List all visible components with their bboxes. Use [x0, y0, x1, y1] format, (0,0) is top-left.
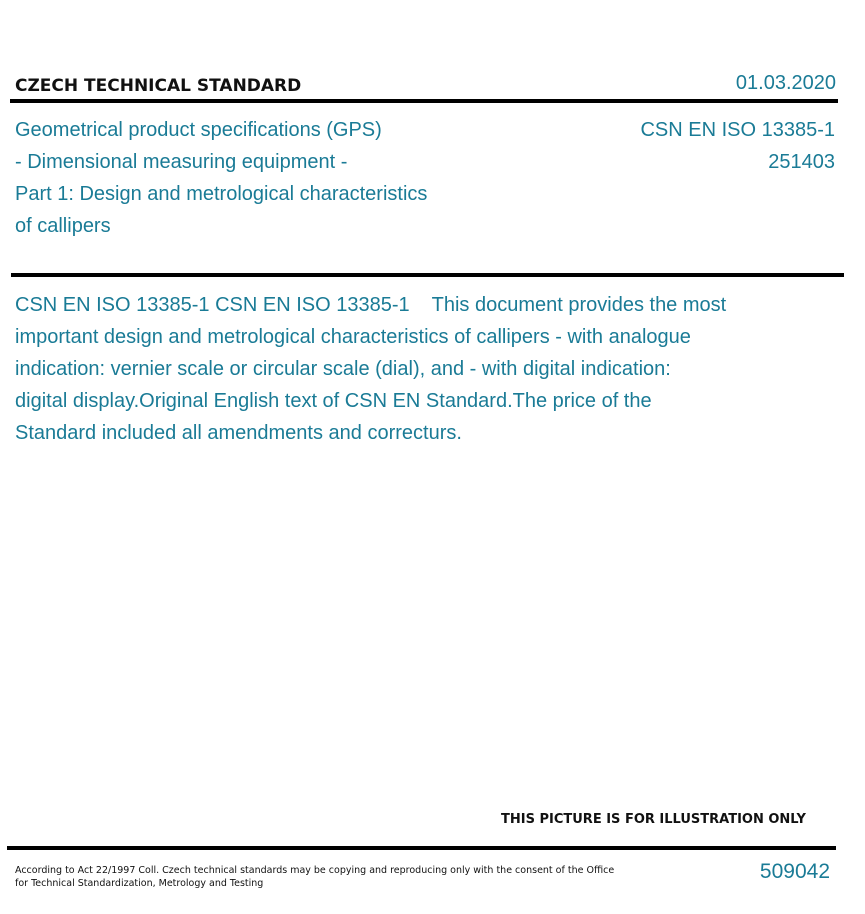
- top-divider: [10, 99, 838, 103]
- bottom-divider: [7, 846, 836, 850]
- middle-divider: [11, 273, 844, 277]
- legal-notice-line: According to Act 22/1997 Coll. Czech technical standards may be copying and reproducing only with the consent of the Office: [15, 865, 615, 876]
- legal-notice: [15, 864, 615, 890]
- description-line: important design and metrological characteristics of callipers - with analogue: [15, 326, 691, 348]
- standard-identifiers: [640, 114, 835, 178]
- class-number: 251403: [768, 151, 835, 173]
- standard-title-line: Part 1: Design and metrological characteristics: [15, 183, 428, 205]
- description-line: [15, 289, 805, 321]
- document-type-heading: CZECH TECHNICAL STANDARD: [15, 76, 302, 96]
- standard-title-line: of callipers: [15, 215, 111, 237]
- standard-designation: CSN EN ISO 13385-1: [640, 119, 835, 141]
- product-code: 509042: [759, 860, 830, 883]
- description-line: Standard included all amendments and correcturs.: [15, 422, 462, 444]
- description-line: digital display.Original English text of CSN EN Standard.The price of the: [15, 390, 652, 412]
- description-text: This document provides the most: [431, 294, 727, 316]
- standard-title-line: - Dimensional measuring equipment -: [15, 151, 348, 173]
- description-designation: CSN EN ISO 13385-1: [15, 294, 210, 316]
- illustration-disclaimer: THIS PICTURE IS FOR ILLUSTRATION ONLY: [501, 812, 806, 827]
- description-designation: CSN EN ISO 13385-1: [215, 294, 410, 316]
- legal-notice-line: for Technical Standardization, Metrology and Testing: [15, 878, 264, 889]
- standard-title-line: Geometrical product specifications (GPS): [15, 119, 382, 141]
- standard-description: [15, 289, 805, 449]
- standard-title: [15, 114, 485, 242]
- description-line: indication: vernier scale or circular scale (dial), and - with digital indication:: [15, 358, 671, 380]
- publication-date: 01.03.2020: [735, 72, 836, 94]
